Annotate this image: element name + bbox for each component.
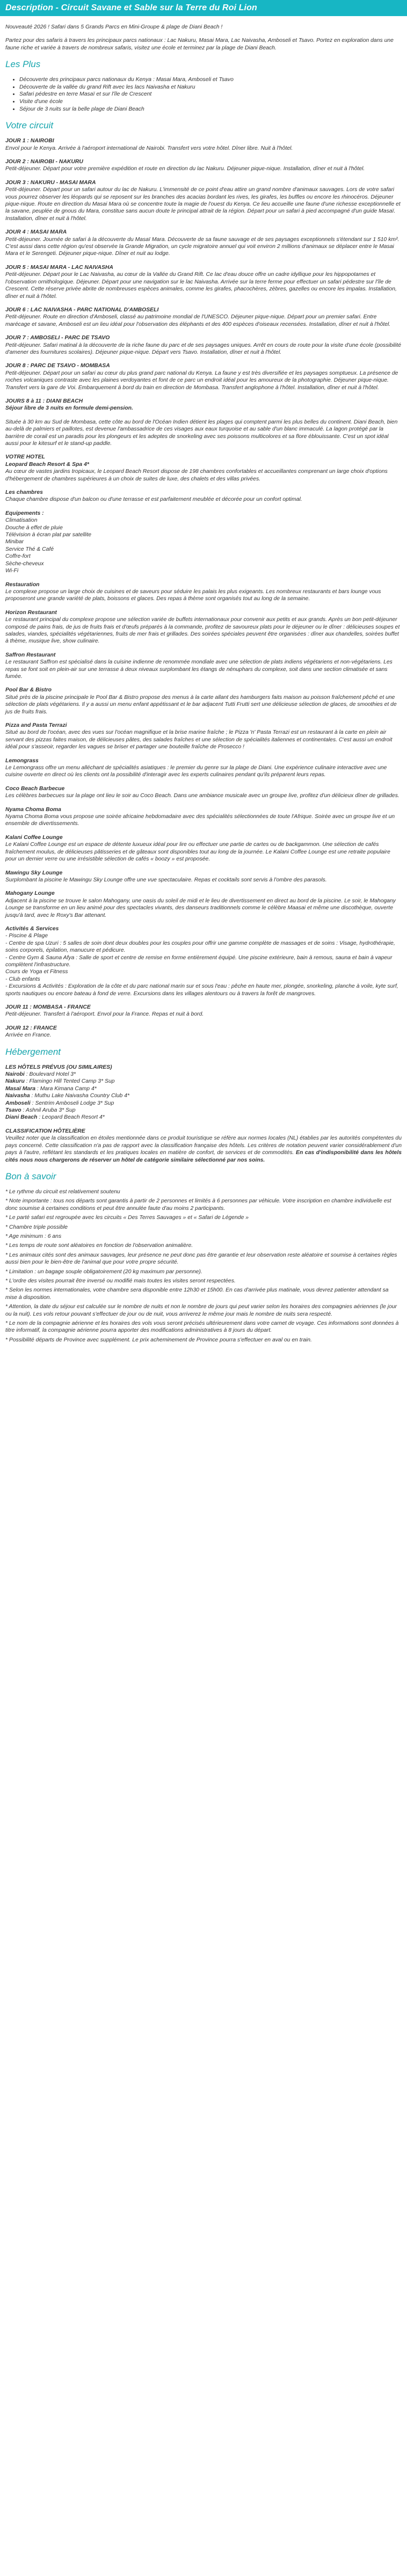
restaurant-text: Le complexe propose un large choix de cuisines et de saveurs pour séduire les palais les plus exigeants. Les nombreux restaurants et bars lounge vous proposeront une grande variété de plats, boissons et glaces. Des repas à thème sont organisés tout au long de la semaine. xyxy=(5,588,381,602)
hotels-list xyxy=(5,1071,402,1121)
venue-text: Nyama Choma Boma vous propose une soirée africaine hebdomadaire avec des spécialités sélectionnées de toute l'Afrique. Soirée avec un groupe live et un ensemble de divertissements. xyxy=(5,814,395,827)
day-text: Petit-déjeuner. Départ pour un safari autour du lac de Nakuru. L'immensité de ce point d'eau attire un grand nombre d'animaux sauvages. Lors de votre safari vous pourrez observer les léopards qui se reposent sur les branches des acacias bordant les rives, les girafes, les buffles ou encore les rhinocéros. Déjeuner pique-nique. Route en direction du Masai Mara où se concentre toute la magie de l'ouest du Kenya. Ce lieu accueille une faune d'une richesse exceptionnelle et la savane, peuplée de gnous du Mara, constitue sans aucun doute le principal attrait de la région. Départ pour un safari à pied accompagné d'un guide Masaï. Installation, dîner et nuit à l'hôtel. xyxy=(5,187,401,222)
hotel-place: Tsavo xyxy=(5,1107,21,1114)
hotel-name: : Mara Kimana Camp 4* xyxy=(37,1085,97,1092)
venue-label: Nyama Choma Boma xyxy=(5,806,61,813)
day-title: JOUR 3 : NAKURU - MASAI MARA xyxy=(5,179,96,186)
activity-item: Cours de Yoga et Fitness xyxy=(5,969,68,975)
equipment-item: Sèche-cheveux xyxy=(5,560,44,567)
note-item: * Le nom de la compagnie aérienne et les horaires des vols vous seront précisés ultérieurement dans votre carnet de voyage. Ces informations sont données à titre informatif, la compagnie aérienne pourra apporter des modifications administratives à 8 jours du départ. xyxy=(5,1320,399,1334)
plus-item: • Visite d'une école xyxy=(19,98,402,106)
day-title: JOUR 11 : MOMBASA - FRANCE xyxy=(5,1004,91,1010)
equipment-label: Equipements : xyxy=(5,510,44,516)
hotel-line xyxy=(5,1085,402,1092)
day-text: Petit-déjeuner. Route en direction d'Amboseli, classé au patrimoine mondial de l'UNESCO. Déjeuner pique-nique. Départ pour un premier safari. Entre marécage et savane, Amboseli est un lieu idéal pour l'observation des éléphants et des 400 espèces d'oiseaux recensées. Installation, dîner et nuit à l'hôtel. xyxy=(5,314,391,327)
section-title-plus: Les Plus xyxy=(5,59,41,70)
day-title: JOUR 2 : NAIROBI - NAKURU xyxy=(5,159,83,165)
venue-label: Coco Beach Barbecue xyxy=(5,785,65,792)
day-title: JOUR 8 : PARC DE TSAVO - MOMBASA xyxy=(5,363,110,369)
hotels-label: LES HÔTELS PRÉVUS (OU SIMILAIRES) xyxy=(5,1064,112,1070)
bon-a-savoir-list xyxy=(5,1188,402,1344)
venue-label: Mahogany Lounge xyxy=(5,891,55,897)
hotel-line xyxy=(5,1092,402,1099)
day-block xyxy=(5,398,402,447)
activity-item: - Club enfants xyxy=(5,976,40,982)
venue-text: Les célèbres barbecues sur la plage ont lieu le soir au Coco Beach. Dans une ambiance musicale avec un groupe live, profitez d'un délicieux dîner de grillades. xyxy=(5,793,399,799)
activity-item: - Excursions & Activités : Exploration de la côte et du parc national marin sur et sous l'eau : pêche en haute mer, plongée, snorkeling, planche à voile, kyte surf, sports nautiques ou encore bateau à fond de verre. Excursions dans les villages alentours ou à travers la forêt de mangroves. xyxy=(5,983,398,997)
day-title: JOUR 6 : LAC NAIVASHA - PARC NATIONAL D'AMBOSELI xyxy=(5,307,159,313)
day-text: Petit-déjeuner. Safari matinal à la découverte de la riche faune du parc et de ses paysages uniques. Arrêt en cours de route pour la visite d'une école (possibilité d'amener des fournitures scolaires). Déjeuner pique-nique. Départ vers Tsavo. Installation, dîner et nuit à l'hôtel. xyxy=(5,342,402,355)
note-item: * Note importante : tous nos départs sont garantis à partir de 2 personnes et limités à 6 personnes par véhicule. Votre inscription en chambre individuelle est donc soumise à certaines conditions et peut être annulée faute d'au moins 2 participants. xyxy=(5,1198,391,1212)
day-block xyxy=(5,334,402,356)
activities-label: Activités & Services xyxy=(5,925,59,932)
note-item: * Attention, la date du séjour est calculée sur le nombre de nuits et non le nombre de jours qui peut varier selon les horaires des compagnies aériennes (le jour ou la nuit). Les vols retour pouvant s'effectuer de jour ou de nuit, vous arriverez le même jour mais le nombre de nuits sera respecté. xyxy=(5,1304,397,1317)
classification-label: CLASSIFICATION HÔTELIÈRE xyxy=(5,1128,85,1134)
note-item: * Age minimum : 6 ans xyxy=(5,1233,62,1239)
section-title-circuit: Votre circuit xyxy=(5,120,54,131)
hotel-name: : Leopard Beach Resort 4* xyxy=(39,1114,105,1121)
note-item: * L'ordre des visites pourrait être inversé ou modifié mais toutes les visites seront respectées. xyxy=(5,1278,236,1284)
note-item: * Selon les normes internationales, votre chambre sera disponible entre 12h30 et 15h00. En cas d'arrivée plus matinale, vous devrez patienter attendant sa mise à disposition. xyxy=(5,1287,389,1301)
hotel-place: Diani Beach xyxy=(5,1114,38,1121)
equipment-item: Service Thé & Café xyxy=(5,546,54,552)
venue-label: Pool Bar & Bistro xyxy=(5,687,52,694)
equipment-item: Minibar xyxy=(5,539,24,545)
note-item: * Possibilité départs de Province avec supplément. Le prix acheminement de Province pourra s'effectuer en aval ou en train. xyxy=(5,1337,312,1343)
classification-body: Veuillez noter que la classification en étoiles mentionnée dans ce produit touristique se réfère aux normes locales (NL) établies par les autorités compétentes du pays concerné. Cette classification n'a pas de rapport avec la classification française des hôtels. Les critères de notation peuvent varier considérablement d'un pays à l'autre, reflétant les standards et les pratiques locales en matière de confort, de services et de commodités. xyxy=(5,1135,402,1156)
hotel-line xyxy=(5,1071,402,1078)
venue-label: Pizza and Pasta Terrazi xyxy=(5,723,67,728)
day-title: JOURS 8 à 11 : DIANI BEACH xyxy=(5,398,83,404)
page-title: Description - Circuit Savane et Sable sur la Terre du Roi Lion xyxy=(5,3,257,12)
hotel-name: : Muthu Lake Naivasha Country Club 4* xyxy=(31,1093,130,1099)
day-block xyxy=(5,307,402,328)
day-title: JOUR 4 : MASAI MARA xyxy=(5,229,67,236)
day-block xyxy=(5,264,402,300)
activities-list xyxy=(5,932,402,997)
hotel-line xyxy=(5,1100,402,1107)
venue-text: Adjacent à la piscine se trouve le salon Mahogany, une oasis du soleil de midi et le lieu de divertissement en direct au bord de la piscine. Le soir, le Mahogany Lounge se transforme en un lieu animé pour des spectacles vivants, des danseurs traditionnels comme le célèbre Maasai et même une discothèque, ouverte jusqu'à tard, avec le Roxy's Bar attenant. xyxy=(5,897,396,918)
day-text: Située à 30 km au Sud de Mombasa, cette côte au bord de l'Océan Indien détient les plages qui comptent parmi les plus belles du continent. Diani Beach, bien au-delà de palmiers et paillotes, est devenue l'ambassadrice de ces visages aux eaux turquoise et au sable d'un blanc immaculé. La lagon protégé par la barrière de corail est un paradis pour les plongeurs et les adeptes de snorkeling avec ses poissons multicolores et sa flore éblouissante. C'est un spot idéal aussi pour le kitesurf et le stand-up paddle. xyxy=(5,419,398,447)
hotel-name: : Sentrim Amboseli Lodge 3* Sup xyxy=(32,1100,114,1106)
day-block xyxy=(5,1004,402,1018)
classification-bold: En cas d'indisponibilité dans les hôtels cités nous nous chargerons de réserver un hôtel de catégorie similaire sélectionné par nos soins. xyxy=(5,1150,402,1163)
rooms-label: Les chambres xyxy=(5,490,43,496)
intro-line-2: Partez pour des safaris à travers les principaux parcs nationaux : Lac Nakuru, Masai Mara, Lac Naivasha, Amboseli et Tsavo. Portez en exploration dans une faune riche et variée à travers de nombreux safaris, visitez une école et terminez par la plage de Diani Beach. xyxy=(5,38,394,51)
day-block xyxy=(5,1025,402,1039)
content xyxy=(0,16,407,1344)
plus-item: • Découverte des principaux parcs nationaux du Kenya : Masai Mara, Amboseli et Tsavo xyxy=(19,76,402,84)
activity-item: - Centre de spa Uzuri : 5 salles de soin dont deux doubles pour les couples pour offrir une gamme complète de massages et de soins : Visage, hydrothérapie, soins corporels, épilation, manucure et pédicure. xyxy=(5,940,395,954)
day-block xyxy=(5,362,402,391)
intro-line-1: Nouveauté 2026 ! Safari dans 5 Grands Parcs en Mini-Groupe & plage de Diani Beach ! xyxy=(5,24,223,30)
venue-text: Le Kalani Coffee Lounge est un espace de détente luxueux idéal pour lire ou effectuer une partie de cartes ou de backgammon. Une sélection de cafés fraîchement moulus, de délicieuses pâtisseries et de gâteaux sont disponibles tout au long de la journée. Le Kalani Coffee Lounge est une retraite populaire pour un dernier verre ou une irrésistible sélection de cafés « boozy » est proposée. xyxy=(5,842,390,863)
day-title: JOUR 7 : AMBOSELI - PARC DE TSAVO xyxy=(5,335,110,341)
day-title: JOUR 1 : NAIROBI xyxy=(5,138,54,144)
equipment-list xyxy=(5,517,402,574)
note-item: * Le rythme du circuit est relativement soutenu xyxy=(5,1188,120,1195)
plus-item: • Découverte de la vallée du grand Rift avec les lacs Naivasha et Nakuru xyxy=(19,84,402,91)
venue-text: Situé près de la piscine principale le Pool Bar & Bistro propose des menus à la carte allant des hamburgers faits maison au poisson fraîchement pêché et une sélection de plats végétariens. Il y a aussi un menu enfant appétissant et le bar adjacent Tutti Frutti sert une délicieuse sélection de glaces, de smoothies et de jus de fruits frais. xyxy=(5,694,397,715)
day-block xyxy=(5,229,402,258)
rooms-text: Chaque chambre dispose d'un balcon ou d'une terrasse et est parfaitement meublée et décorée pour un confort optimal. xyxy=(5,497,302,503)
hotel-place: Naivasha xyxy=(5,1093,30,1099)
day-title: JOUR 12 : FRANCE xyxy=(5,1025,57,1031)
venue-text: Le restaurant principal du complexe propose une sélection variée de buffets internationaux pour convenir aux petits et aux grands. Après un bon petit-déjeuner composé de pains frais, de jus de fruits frais et d'œufs préparés à la commande, profitez de savoureux plats pour le déjeuner ou le dîner : délicieuses soupes et salades, viandes, spécialités végétariennes, fruits de mer frais et grillades. Des soirées spéciales peuvent être organisées : dîner aux chandelles, soirées buffet à thème, musique live, show culinaire. xyxy=(5,617,400,645)
day-block xyxy=(5,137,402,152)
note-item: * Les animaux cités sont des animaux sauvages, leur présence ne peut donc pas être garantie et leur observation reste aléatoire et soumise à certaines règles aussi bien pour le bien-être de l'animal que pour votre propre sécurité. xyxy=(5,1252,397,1266)
venue-label: Saffron Restaurant xyxy=(5,652,56,658)
day-title: JOUR 5 : MASAI MARA - LAC NAIVASHA xyxy=(5,264,113,271)
equipment-item: Wi-Fi xyxy=(5,568,19,574)
hotel-name: VOTRE HOTEL xyxy=(5,454,45,461)
hotel-name: : Flamingo Hill Tented Camp 3* Sup xyxy=(26,1078,115,1085)
activity-item: - Piscine & Plage xyxy=(5,933,48,939)
hotel-description: Au cœur de vastes jardins tropicaux, le Leopard Beach Resort dispose de 198 chambres confortables et accueillantes comprenant un large choix d'options d'hébergement de chambres supérieures à un choix de suites de luxe, des chalets et des villas privées. xyxy=(5,469,388,482)
day-block xyxy=(5,158,402,173)
day-text: Petit-déjeuner. Départ pour le Lac Naivasha, au cœur de la Vallée du Grand Rift. Ce lac d'eau douce offre un cadre idyllique pour les hippopotames et l'observation ornithologique. Déjeuner. Départ pour une navigation sur le lac Naivasha. Arrivée sur la terre ferme pour effectuer un safari pédestre sur l'île de Crescent. Cette réserve privée abrite de nombreuses espèces animales, comme les girafes, phacochères, zèbres, gazelles ou encore les impalas. Installation, dîner et nuit à l'hôtel. xyxy=(5,272,397,300)
hotel-name: : Boulevard Hotel 3* xyxy=(26,1071,76,1078)
section-title-bon-a-savoir: Bon à savoir xyxy=(5,1171,56,1181)
day-text: Petit-déjeuner. Journée de safari à la découverte du Masaï Mara. Découverte de sa faune sauvage et de ses paysages exceptionnels s'étendant sur 1 510 km². C'est aussi dans cette région qu'est observée la Grande Migration, un cycle migratoire annuel qui voit environ 2 millions d'animaux se déplacer entre le Masai Mara et le Serengeti. Déjeuner pique-nique. Dîner et nuit au lodge. xyxy=(5,236,399,257)
day-text: Petit-déjeuner. Transfert à l'aéroport. Envol pour la France. Repas et nuit à bord. xyxy=(5,1011,204,1018)
venue-label: Kalani Coffee Lounge xyxy=(5,834,63,841)
restaurant-label: Restauration xyxy=(5,581,40,588)
venue-label: Mawingu Sky Lounge xyxy=(5,870,63,876)
equipment-item: Climatisation xyxy=(5,517,38,524)
note-item: * Les temps de route sont aléatoires en fonction de l'observation animalière. xyxy=(5,1243,193,1249)
day-text: Arrivée en France. xyxy=(5,1032,52,1039)
equipment-item: Douche à effet de pluie xyxy=(5,524,63,531)
note-item: * Chambre triple possible xyxy=(5,1224,68,1230)
venue-label: Horizon Restaurant xyxy=(5,609,57,616)
hotel-place: Nairobi xyxy=(5,1071,25,1078)
venue-text: Le Lemongrass offre un menu alléchant de spécialités asiatiques : le premier du genre sur la plage de Diani. Une expérience culinaire interactive avec une cuisine ouverte en direct où les clients ont la possibilité d'interagir avec les experts culinaires pendant qu'ils préparent leurs repas. xyxy=(5,765,387,778)
hotel-line xyxy=(5,1107,402,1114)
day-text: Petit-déjeuner. Départ pour votre première expédition et route en direction du lac Nakuru. Déjeuner pique-nique. Installation, dîner et nuit à l'hôtel. xyxy=(5,166,365,172)
equipment-item: Télévision à écran plat par satellite xyxy=(5,532,91,538)
hotel-subname: Leopard Beach Resort & Spa 4* xyxy=(5,461,89,468)
section-title-hebergement: Hébergement xyxy=(5,1046,61,1057)
hotel-place: Amboseli xyxy=(5,1100,31,1106)
plus-item: • Séjour de 3 nuits sur la belle plage de Diani Beach xyxy=(19,106,402,113)
plus-list xyxy=(5,76,402,113)
hotel-place: Masaï Mara xyxy=(5,1085,36,1092)
classification-text xyxy=(5,1135,402,1164)
activity-item: - Centre Gym & Sauna Afya : Salle de sport et centre de remise en forme entièrement équipé. Une piscine extérieure, bain à remous, sauna et bain à vapeur complètent l'infrastructure. xyxy=(5,954,393,968)
note-item: * Limitation : un bagage souple obligatoirement (20 kg maximum par personne). xyxy=(5,1268,202,1275)
hotel-line xyxy=(5,1078,402,1085)
day-block xyxy=(5,179,402,222)
hotel-name: : Ashnil Aruba 3* Sup xyxy=(23,1107,76,1114)
venue-text: Surplombant la piscine le Mawingu Sky Lounge offre une vue spectaculaire. Repas et cocktails sont servis à l'ombre des parasols. xyxy=(5,877,327,883)
day-subtitle: Séjour libre de 3 nuits en formule demi-pension. xyxy=(5,405,133,412)
venue-label: Lemongrass xyxy=(5,757,39,764)
hotel-place: Nakuru xyxy=(5,1078,25,1085)
plus-item: • Safari pédestre en terre Masaï et sur l'île de Crescent xyxy=(19,91,402,98)
hotel-line xyxy=(5,1114,402,1121)
day-text: Petit-déjeuner. Départ pour un safari au cœur du plus grand parc national du Kenya. La faune y est très diversifiée et les paysages somptueux. La présence de roches volcaniques contraste avec les plaines verdoyantes et font de ce parc un endroit idéal pour les amoureux de la photographie. Déjeuner pique-nique. Transfert vers la gare de Voi. Embarquement à bord du train en direction de Mombasa. Transfert anglophone à l'hôtel. Installation, dîner et nuit à l'hôtel. xyxy=(5,370,398,391)
venue-text: Le restaurant Saffron est spécialisé dans la cuisine indienne de renommée mondiale avec une sélection de plats indiens végétariens et non-végétariens. Les repas se font soit en plein-air sur une terrasse à deux niveaux surplombant les étangs de nénuphars du complexe, soit dans une section climatisée et sans fumée. xyxy=(5,659,393,680)
venue-text: Situé au bord de l'océan, avec des vues sur l'océan magnifique et la brise marine fraîche ; le Pizza 'n' Pasta Terrazi est un restaurant à la carte en plein air servant des pizzas faites maison, de délicieuses pâtes, des salades fraîches et une sélection de spécialités italiennes et continentales. C'est aussi un endroit idéal pour s'asseoir, regarder les vagues se briser et partager une bouteille fraîche de Prosecco ! xyxy=(5,729,393,750)
equipment-item: Coffre-fort xyxy=(5,553,31,560)
day-text: Envol pour le Kenya. Arrivée à l'aéroport international de Nairobi. Transfert vers votre hôtel. Dîner libre. Nuit à l'hôtel. xyxy=(5,145,293,151)
title-bar xyxy=(0,0,407,16)
note-item: * Le parté safari est regroupée avec les circuits « Des Terres Sauvages » et « Safari de Légende » xyxy=(5,1215,249,1221)
